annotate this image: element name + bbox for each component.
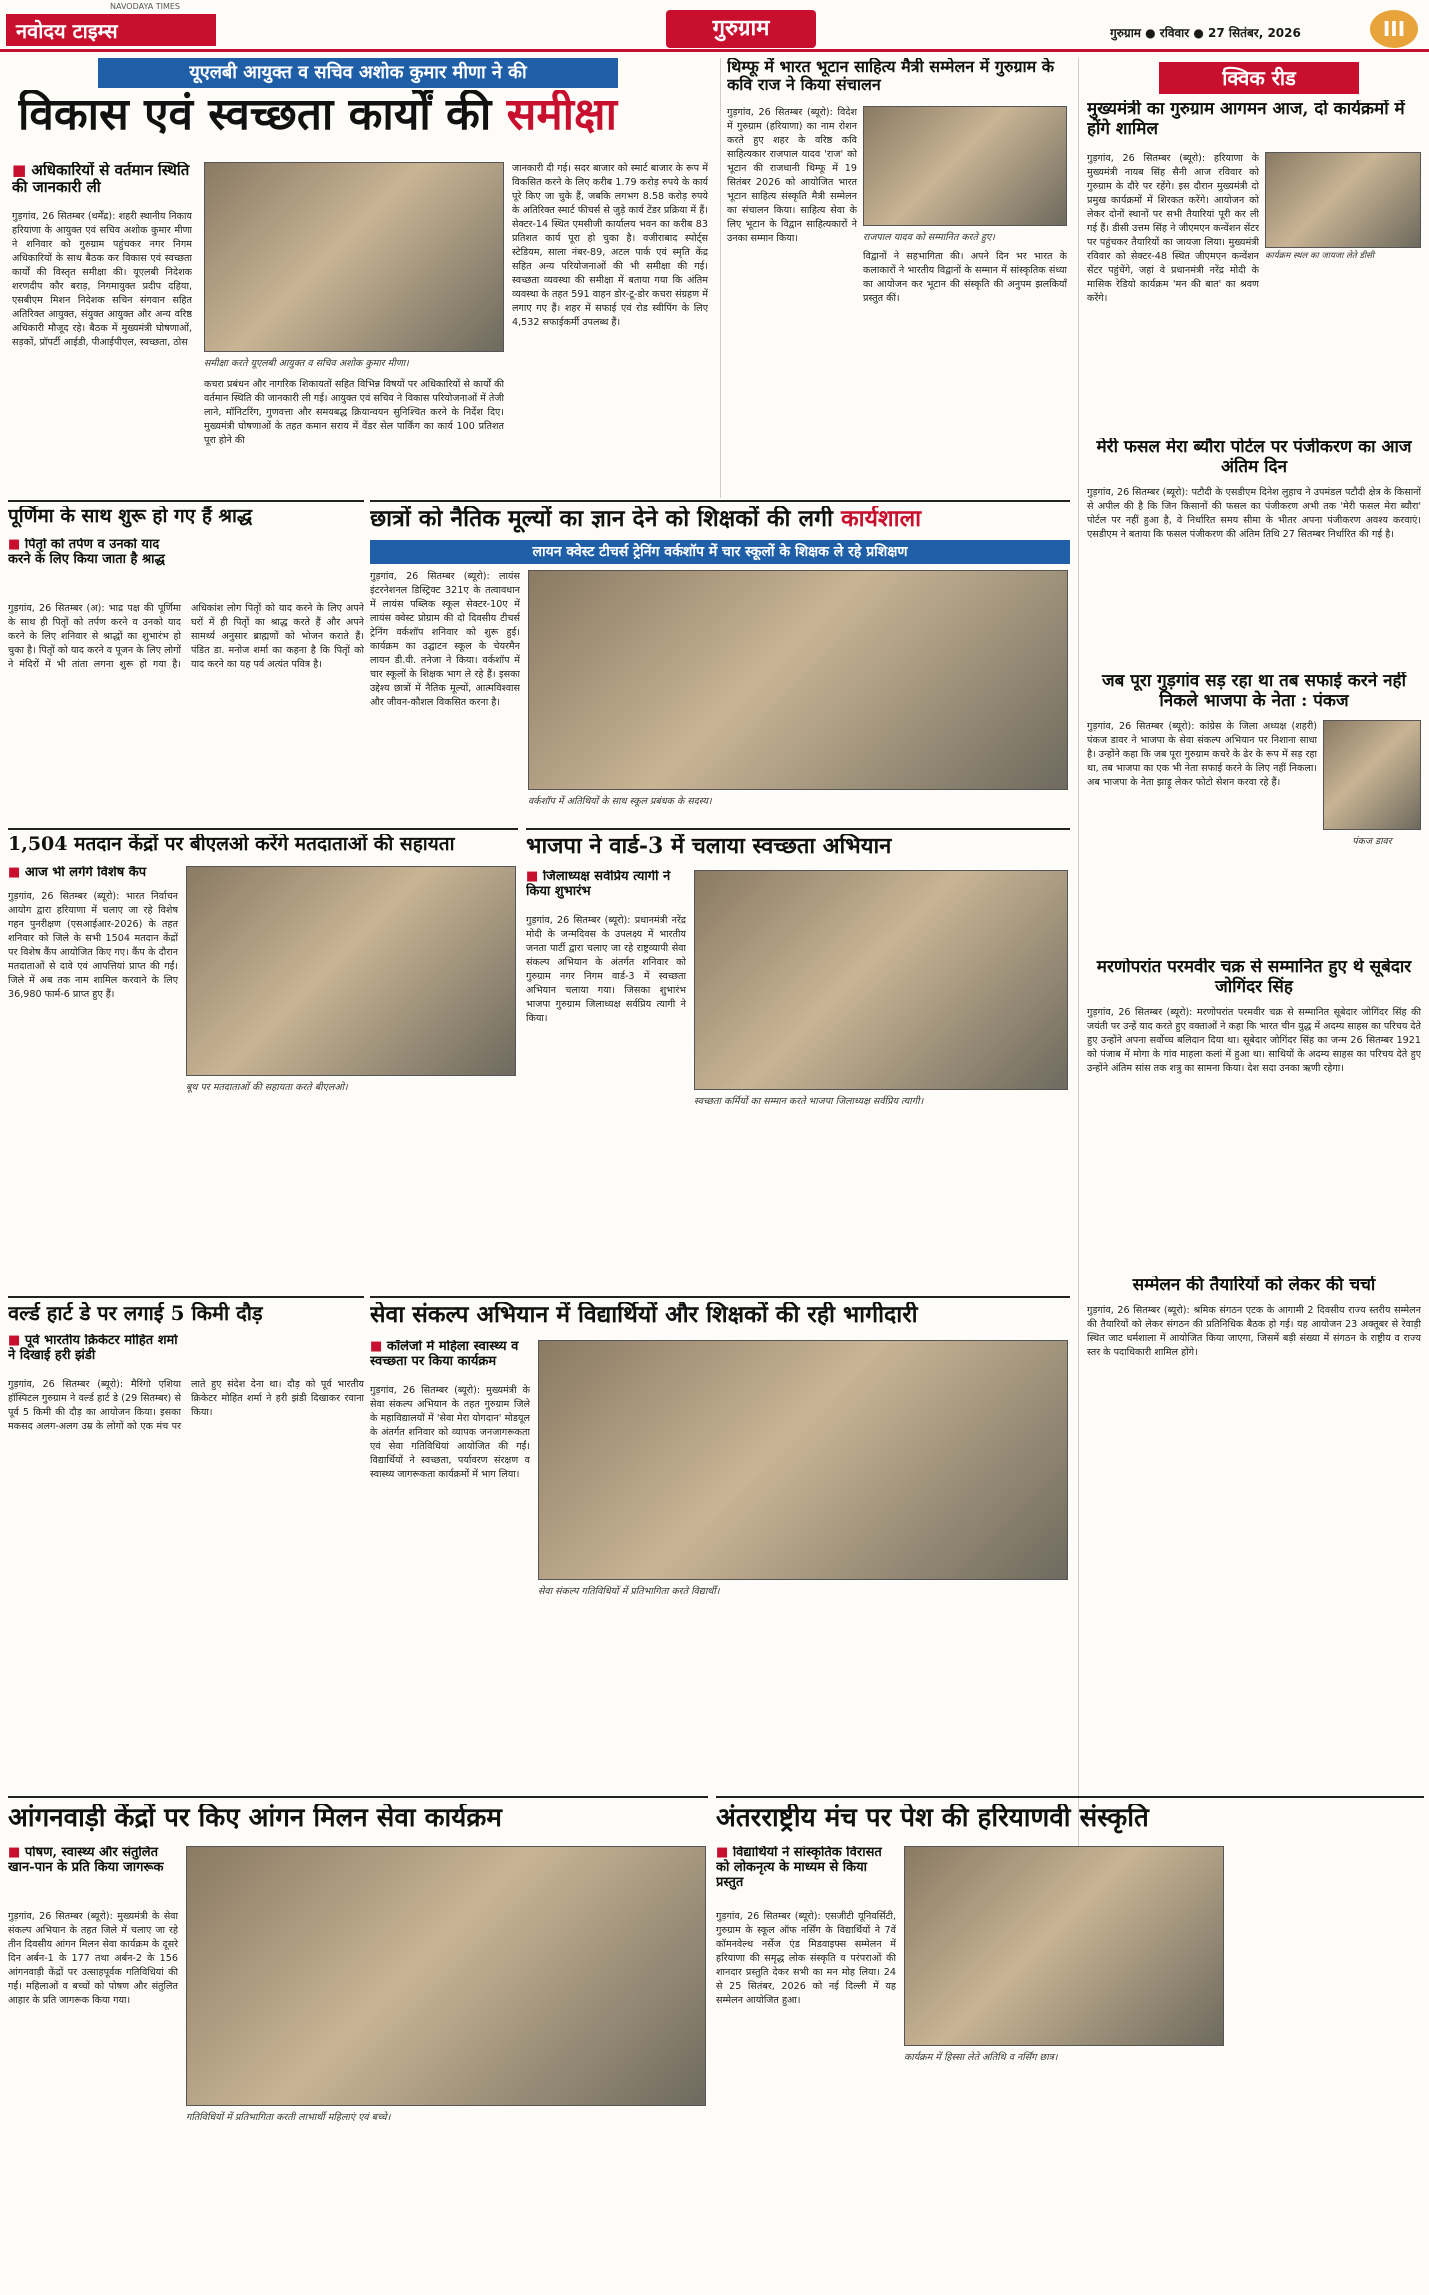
photo-caption: बूथ पर मतदाताओं की सहायता करते बीएलओ। xyxy=(186,1082,348,1093)
story-body: गुड़गांव, 26 सितम्बर (धर्मेंद्र): शहरी स्थानीय निकाय हरियाणा के आयुक्त एवं सचिव अशोक कुमार मीणा ने शनिवार को गुरुग्राम पहुंचकर नगर निगम अधिकारियों के साथ बैठक कर विकास एवं स्वच्छता कार्यों की विस्तृत समीक्षा की। यूएलबी निदेशक शरणदीप कौर बराड़, निगमायुक्त प्रदीप दहिया, एसबीएम मिशन निदेशक सचिन संगवान सहित अतिरिक्त आयुक्त, संयुक्त आयुक्त और अन्य वरिष्ठ अधिकारी मौजूद रहे। बैठक में मुख्यमंत्री घोषणाओं, सड़कों, प्रॉपर्टी आईडी, पीआईपीएल, स्वच्छता, ठोस xyxy=(12,211,192,348)
story-subhead: ■ पितृों को तर्पण व उनको याद करने के लिए किया जाता है श्राद्ध xyxy=(8,538,178,598)
photo-caption: सेवा संकल्प गतिविधियों में प्रतिभागिता करते विद्यार्थी। xyxy=(538,1586,720,1597)
pankaj-body: गुड़गांव, 26 सितम्बर (ब्यूरो): कांग्रेस के जिला अध्यक्ष (शहरी) पंकज डावर ने भाजपा के सेवा संकल्प अभियान पर निशाना साधा है। उन्होंने कहा कि जब पूरा गुरुग्राम कचरे के ढेर के रूप में सड़ रहा था, तब भाजपा का एक भी नेता सफाई करने के लिए नहीं निकला। अब भाजपा के नेता झाड़ू लेकर फोटो सेशन करवा रहे हैं। xyxy=(1087,721,1317,788)
story-photo xyxy=(186,866,516,1076)
masthead-date: गुरुग्राम ● रविवार ● 27 सितंबर, 2026 xyxy=(1110,26,1301,40)
story-body: गुड़गांव, 26 सितम्बर (ब्यूरो): प्रधानमंत्री नरेंद्र मोदी के जन्मदिवस के उपलक्ष्य में भारतीय जनता पार्टी द्वारा चलाए जा रहे राष्ट्रव्यापी सेवा संकल्प अभियान के अंतर्गत शनिवार को गुरुग्राम नगर निगम वार्ड-3 में स्वच्छता अभियान चलाया गया। जिसका शुभारंभ भाजपा गुरुग्राम जिलाध्यक्ष सर्वप्रिय त्यागी ने किया। xyxy=(526,915,686,1024)
portal-headline: मेरी फसल मेरा ब्यौरा पोर्टल पर पंजीकरण का आज अंतिम दिन xyxy=(1096,438,1412,477)
story-headline xyxy=(18,90,708,150)
masthead xyxy=(0,0,1429,52)
cm-photo xyxy=(1265,152,1421,248)
story-body-3: कचरा प्रबंधन और नागरिक शिकायतों सहित विभिन्न विषयों पर अधिकारियों से कार्यों की वर्तमान स्थिति की जानकारी ली गई। आयुक्त एवं सचिव ने विकास परियोजनाओं में तेजी लाने, मॉनिटरिंग, गुणवत्ता और समयबद्ध क्रियान्वयन सुनिश्चित करने के निर्देश दिए। मुख्यमंत्री घोषणाओं के तहत कमान सराय में वेंडर सेल पार्किंग का कार्य 100 प्रतिशत पूरा होने की xyxy=(204,379,504,446)
story-photo xyxy=(863,106,1067,226)
headline-highlight: कार्यशाला xyxy=(841,506,922,532)
joginder-body: गुड़गांव, 26 सितम्बर (ब्यूरो): मरणोपरांत परमवीर चक्र से सम्मानित सूबेदार जोगिंदर सिंह की जयंती पर उन्हें याद करते हुए वक्ताओं ने कहा कि भारत चीन युद्ध में अदम्य साहस का परिचय देते हुए उन्होंने अपना सर्वोच्च बलिदान दिया था। सूबेदार जोगिंदर सिंह का जन्म 26 सितम्बर 1921 को पंजाब में मोगा के गांव माहला कलां में हुआ था। साथियों के अदम्य साहस का परिचय देते हुए उन्होंने अंतिम सांस तक शत्रु का सामना किया। देश सदा उनका ऋणी रहेगा। xyxy=(1087,1007,1421,1074)
photo-caption: वर्कशॉप में अतिथियों के साथ स्कूल प्रबंधक के सदस्य। xyxy=(528,796,712,807)
photo-caption: कार्यक्रम में हिस्सा लेते अतिथि व नर्सिंग छात्र। xyxy=(904,2052,1058,2063)
story-headline: 1,504 मतदान केंद्रों पर बीएलओ करेंगे मतदाताओं की सहायता xyxy=(8,834,455,855)
quick-read-column xyxy=(1078,58,1424,2028)
joginder-headline: मरणोपरांत परमवीर चक्र से सम्मानित हुए थे सूबेदार जोगिंदर सिंह xyxy=(1096,958,1412,997)
story-subhead: ■ आज भी लगेंगे विशेष कैंप xyxy=(8,866,178,886)
story-subhead: ■ पोषण, स्वास्थ्य और संतुलित खान-पान के प्रति किया जागरूक xyxy=(8,1846,178,1906)
story-body: गुड़गांव, 26 सितम्बर (ब्यूरो): विदेश में गुरुग्राम (हरियाणा) का नाम रोशन करते हुए शहर के वरिष्ठ कवि साहित्यकार राजपाल यादव 'राज' को भूटान की राजधानी थिम्फू में 19 सितंबर 2026 को आयोजित भारत भूटान साहित्य संस्कृति मैत्री सम्मेलन का संचालन किया। साहित्य सेवा के लिए भूटान के विद्वान साहित्यकारों ने उनका सम्मान किया। xyxy=(727,107,857,244)
story-haryanvi-culture xyxy=(716,1796,1424,2286)
page-number: III xyxy=(1370,10,1418,48)
story-headline: आंगनवाड़ी केंद्रों पर किए आंगन मिलन सेवा कार्यक्रम xyxy=(8,1804,502,1833)
story-photo xyxy=(528,570,1068,790)
story-bjp-cleanliness xyxy=(526,828,1070,1288)
story-blo xyxy=(8,828,518,1288)
conference-body: गुड़गांव, 26 सितम्बर (ब्यूरो): श्रमिक संगठन एटक के आगामी 2 दिवसीय राज्य स्तरीय सम्मेलन की तैयारियों को लेकर संगठन की प्रतिनिधिक बैठक हो गई। यह आयोजन 23 अक्तूबर से रेवाड़ी स्थित जाट धर्मशाला में आयोजित किया जाएगा, जिसमें बड़ी संख्या में संगठन के राष्ट्रीय व राज्य स्तर के पदाधिकारी शामिल होंगे। xyxy=(1087,1305,1421,1358)
story-workshop xyxy=(370,500,1070,820)
story-subhead: ■ जिलाध्यक्ष सर्वप्रिय त्यागी ने किया शुभारंभ xyxy=(526,870,686,910)
story-bhutan xyxy=(720,58,1070,498)
photo-caption: गतिविधियों में प्रतिभागिता करती लाभार्थी महिलाएं एवं बच्चे। xyxy=(186,2112,391,2123)
story-headline: वर्ल्ड हार्ट डे पर लगाई 5 किमी दौड़ xyxy=(8,1302,263,1325)
story-body: गुड़गांव, 26 सितम्बर (ब्यूरो): मैरिंगो एशिया हॉस्पिटल गुरुग्राम ने वर्ल्ड हार्ट डे (29 सितम्बर) से पूर्व 5 किमी की दौड़ का आयोजन किया। इसका मकसद अलग-अलग उम्र के लोगों को एक मंच पर लाते हुए संदेश देना था। दौड़ को पूर्व भारतीय क्रिकेटर मोहित शर्मा ने हरी झंडी दिखाकर रवाना किया। xyxy=(8,1379,364,1432)
quick-read-title: क्विक रीड xyxy=(1159,62,1359,94)
section-badge: गुरुग्राम xyxy=(666,10,816,48)
story-heart-day xyxy=(8,1296,364,1786)
story-body: गुड़गांव, 26 सितम्बर (ब्यूरो): एसजीटी यूनिवर्सिटी, गुरुग्राम के स्कूल ऑफ नर्सिंग के विद्यार्थियों ने 7वें कॉमनवेल्थ नर्सेज एंड मिडवाइफ्स सम्मेलन में हरियाणा की समृद्ध लोक संस्कृति व परंपराओं की शानदार प्रस्तुति देकर सभी का मन मोह लिया। 24 से 25 सितंबर, 2026 को नई दिल्ली में यह सम्मेलन आयोजित हुआ। xyxy=(716,1911,896,2006)
photo-caption: स्वच्छता कर्मियों का सम्मान करते भाजपा जिलाध्यक्ष सर्वप्रिय त्यागी। xyxy=(694,1096,924,1107)
story-body: गुड़गांव, 26 सितम्बर (ब्यूरो): लायंस इंटरनेशनल डिस्ट्रिक्ट 321ए के तत्वावधान में लायंस पब्लिक स्कूल सेक्टर-10ए में लायंस क्वेस्ट प्रोग्राम की दो दिवसीय टीचर्स ट्रेनिंग वर्कशॉप शनिवार को शुरू हुई। कार्यक्रम का उद्घाटन स्कूल के चेयरमैन लायन डी.वी. तनेजा ने किया। वर्कशॉप में चार स्कूलों के शिक्षक भाग ले रहे हैं। इसका उद्देश्य छात्रों में नैतिक मूल्यों, आत्मविश्वास और जीवन-कौशल विकसित करना है। xyxy=(370,571,520,708)
story-headline: भाजपा ने वार्ड-3 में चलाया स्वच्छता अभियान xyxy=(526,834,892,859)
story-body-2: जानकारी दी गई। सदर बाजार को स्मार्ट बाजार के रूप में विकसित करने के लिए करीब 1.79 करोड़ रुपये के कार्य पूरे किए जा चुके हैं, जबकि लगभग 8.58 करोड़ रुपये के अतिरिक्त स्मार्ट फीचर्स से जुड़े कार्य टेंडर प्रक्रिया में हैं। सेक्टर-14 स्थित एमसीजी कार्यालय भवन का करीब 83 प्रतिशत कार्य पूरा हो चुका है। वजीराबाद स्पोर्ट्स स्टेडियम, साला नंबर-89, अटल पार्क एवं स्मृति केंद्र सहित अन्य परियोजनाओं की भी समीक्षा की गई। स्वच्छता व्यवस्था की समीक्षा में बताया गया कि अंतिम व्यवस्था के तहत 591 वाहन डोर-टू-डोर कचरा संग्रहण में लगाए गए हैं। शहर में सफाई एवं रोड स्वीपिंग के लिए 4,532 सफाईकर्मी उपलब्ध हैं। xyxy=(512,163,708,328)
story-photo xyxy=(186,1846,706,2106)
story-anganwadi xyxy=(8,1796,708,2286)
story-photo xyxy=(694,870,1068,1090)
headline-part: छात्रों को नैतिक मूल्यों का ज्ञान देने को शिक्षकों की लगी xyxy=(370,506,842,532)
story-photo xyxy=(904,1846,1224,2046)
cm-caption: कार्यक्रम स्थल का जायजा लेते डीसी xyxy=(1265,251,1375,261)
conference-headline: सम्मेलन की तैयारियों को लेकर की चर्चा xyxy=(1132,1276,1376,1295)
story-subhead: लायन क्वेस्ट टीचर्स ट्रेनिंग वर्कशॉप में चार स्कूलों के शिक्षक ले रहे प्रशिक्षण xyxy=(370,540,1070,564)
photo-caption: समीक्षा करते यूएलबी आयुक्त व सचिव अशोक कुमार मीणा। xyxy=(204,358,409,369)
story-body: गुड़गांव, 26 सितम्बर (ब्यूरो): मुख्यमंत्री के सेवा संकल्प अभियान के तहत जिले में चलाए जा रहे तीन दिवसीय आंगन मिलन सेवा कार्यक्रम के दूसरे दिन अर्बन-1 के 177 तथा अर्बन-2 के 156 आंगनवाड़ी केंद्रों पर उत्साहपूर्वक गतिविधियां की गईं। महिलाओं व बच्चों को पोषण और संतुलित आहार के प्रति जागरूक किया गया। xyxy=(8,1911,178,2006)
story-headline: सेवा संकल्प अभियान में विद्यार्थियों और शिक्षकों की रही भागीदारी xyxy=(370,1302,918,1328)
cm-headline: मुख्यमंत्री का गुरुग्राम आगमन आज, दो कार्यक्रमों में होंगे शामिल xyxy=(1087,100,1405,139)
story-headline: अंतरराष्ट्रीय मंच पर पेश की हरियाणवी संस्कृति xyxy=(716,1804,1149,1833)
story-photo xyxy=(204,162,504,352)
story-body-2: विद्वानों ने सहभागिता की। अपने दिन भर भारत के कलाकारों ने भारतीय विद्वानों के सम्मान में सांस्कृतिक संध्या का आयोजन कर भूटान की संस्कृति की अनुपम झलकियाँ प्रस्तुत कीं। xyxy=(863,251,1067,304)
story-subhead: ■ विद्यार्थियों ने सांस्कृतिक विरासत को लोकनृत्य के माध्यम से किया प्रस्तुत xyxy=(716,1846,896,1906)
story-body: गुड़गांव, 26 सितम्बर (अ): भाद्र पक्ष की पूर्णिमा के साथ ही पितृों को तर्पण करने व उनको याद करने के लिए शनिवार से श्राद्धों का शुभारंभ हो चुका है। पितृों को याद करने व पूजन के लिए लोगों ने मंदिरों में भी तांता लगना शुरू हो गया है। अधिकांश लोग पितृों को याद करने के लिए अपने घरों में ही पितृों का श्राद्ध करते हैं और अपने सामर्थ्य अनुसार ब्राह्मणों को भोजन कराते हैं। पंडित डा. मनोज शर्मा का कहना है कि पितृों को याद करने का यह पर्व अत्यंत पवित्र है। xyxy=(8,603,364,670)
story-shraddh xyxy=(8,500,364,820)
portal-body: गुड़गांव, 26 सितम्बर (ब्यूरो): पटौदी के एसडीएम दिनेश लुहाच ने उपमंडल पटौदी क्षेत्र के किसानों से अपील की है कि जिन किसानों की फसल का पंजीकरण अभी तक 'मेरी फसल मेरा ब्यौरा' पोर्टल पर नहीं हुआ है, वे निर्धारित समय सीमा के भीतर अपना पंजीकरण अवश्य करवाएं। एसडीएम ने बताया कि फसल पंजीकरण की अंतिम तिथि 27 सितम्बर निर्धारित की गई है। xyxy=(1087,487,1421,540)
story-body: गुड़गांव, 26 सितम्बर (ब्यूरो): मुख्यमंत्री के सेवा संकल्प अभियान के तहत गुरुग्राम जिले के महाविद्यालयों में 'सेवा मेरा योगदान' मोडयूल के अंतर्गत शनिवार को व्यापक जनजागरूकता एवं सेवा गतिविधियां आयोजित की गईं। विद्यार्थियों ने स्वच्छता, पर्यावरण संरक्षण व स्वास्थ्य जागरूकता कार्यक्रमों में भाग लिया। xyxy=(370,1385,530,1480)
photo-caption: राजपाल यादव को सम्मानित करते हुए। xyxy=(863,232,995,243)
story-seva-sankalp xyxy=(370,1296,1070,1786)
story-headline: थिम्फू में भारत भूटान साहित्य मैत्री सम्मेलन में गुरुग्राम के कवि राज ने किया संचालन xyxy=(727,58,1055,95)
paper-name-small: NAVODAYA TIMES xyxy=(110,2,181,11)
story-body: गुड़गांव, 26 सितम्बर (ब्यूरो): भारत निर्वाचन आयोग द्वारा हरियाणा में चलाए जा रहे विशेष गहन पुनरीक्षण (एसआईआर-2026) के तहत शनिवार को जिले के सभी 1504 मतदान केंद्रों पर विशेष कैंप आयोजित किए गए। कैंप के दौरान मतदाताओं से दावे एवं आपत्तियां प्राप्त की गईं। जिले में अब तक नाम शामिल करवाने के लिए 36,980 फार्म-6 प्राप्त हुए हैं। xyxy=(8,891,178,1000)
story-subhead: ■ पूर्व भारतीय क्रिकेटर मोहित शर्मा ने दिखाई हरी झंडी xyxy=(8,1334,178,1374)
story-photo xyxy=(538,1340,1068,1580)
headline-highlight: समीक्षा xyxy=(506,90,617,140)
headline-part: विकास एवं स्वच्छता कार्यों की xyxy=(18,90,507,140)
story-headline xyxy=(370,506,1070,536)
story-subhead: ■ अधिकारियों से वर्तमान स्थिति की जानकारी ली xyxy=(12,162,192,206)
cm-body: गुड़गांव, 26 सितम्बर (ब्यूरो): हरियाणा के मुख्यमंत्री नायब सिंह सैनी आज रविवार को गुरुग्राम के दौरे पर रहेंगे। इस दौरान मुख्यमंत्री दो प्रमुख कार्यक्रमों में शिरकत करेंगे। आयोजन को लेकर दोनों स्थानों पर सभी तैयारियां पूरी कर ली गई हैं। डीसी उत्तम सिंह ने जीएमएन कन्वेंशन सेंटर पर पहुंचकर तैयारियों का जायजा लिया। मुख्यमंत्री रविवार को सेक्टर-48 स्थित जीएमएन कन्वेंशन सेंटर पहुंचेंगे, जहां वे प्रधानमंत्री नरेंद्र मोदी के मासिक रेडियो कार्यक्रम 'मन की बात' का श्रवण करेंगे। xyxy=(1087,153,1259,304)
story-headline: पूर्णिमा के साथ शुरू हो गए हैं श्राद्ध xyxy=(8,506,253,527)
pankaj-caption: पंकज डावर xyxy=(1352,836,1392,847)
paper-name: नवोदय टाइम्स xyxy=(6,14,216,46)
story-subhead: ■ कॉलेजों में महिला स्वास्थ्य व स्वच्छता पर किया कार्यक्रम xyxy=(370,1340,530,1380)
pankaj-headline: जब पूरा गुड़गांव सड़ रहा था तब सफाई करने नहीं निकले भाजपा के नेता : पंकज xyxy=(1102,672,1406,711)
pankaj-photo xyxy=(1323,720,1421,830)
story-kicker: यूएलबी आयुक्त व सचिव अशोक कुमार मीणा ने की xyxy=(98,58,618,88)
